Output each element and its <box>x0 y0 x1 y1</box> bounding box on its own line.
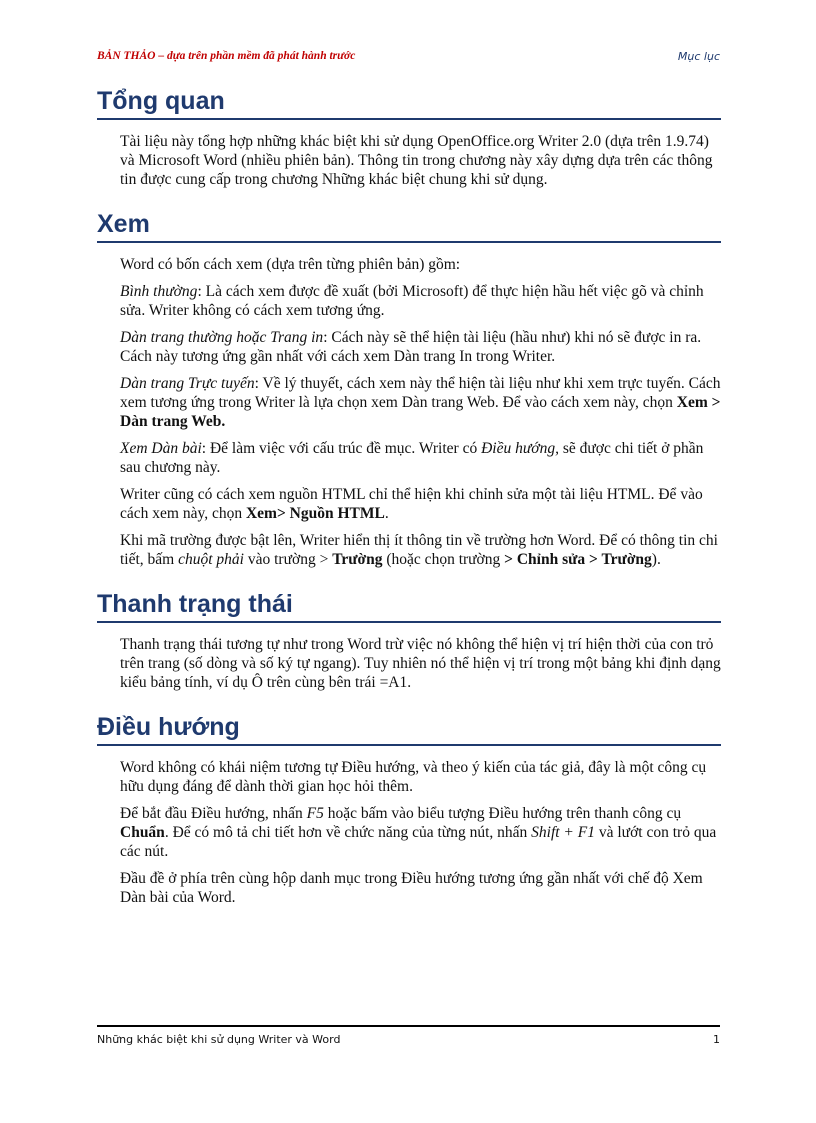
paragraph: Dàn trang Trực tuyến: Về lý thuyết, cách xem này thể hiện tài liệu như khi xem trực tuyến. Cách xem tương ứng trong Writer là lựa chọn xem Dàn trang Web. Để vào cách xem này, chọn Xem > Dàn trang Web. <box>120 375 721 430</box>
paragraph: Thanh trạng thái tương tự như trong Word trừ việc nó không thể hiện vị trí hiện thời của con trỏ trên trang (số dòng và số ký tự ngang). Tuy nhiên nó thể hiện vị trí trong một bảng khi định dạng kiểu bảng tính, ví dụ Ô trên cùng bên trái =A1. <box>120 636 721 691</box>
page-header <box>97 50 720 70</box>
page-footer <box>97 1025 720 1046</box>
paragraph: Word không có khái niệm tương tự Điều hướng, và theo ý kiến của tác giả, đây là một công cụ hữu dụng đáng để dành thời gian học hỏi thêm. <box>120 759 707 795</box>
section-body <box>97 623 721 692</box>
footer-document-title: Những khác biệt khi sử dụng Writer và Word <box>97 1033 341 1046</box>
paragraph: Word có bốn cách xem (dựa trên từng phiên bản) gồm: <box>120 256 461 273</box>
paragraph: Dàn trang thường hoặc Trang in: Cách này sẽ thể hiện tài liệu (hầu như) khi nó sẽ được in ra. Cách này tương ứng gần nhất với cách xem Dàn trang In trong Writer. <box>120 329 702 365</box>
paragraph: Xem Dàn bài: Để làm việc với cấu trúc đề mục. Writer có Điều hướng, sẽ được chi tiết ở phần sau chương này. <box>120 440 704 476</box>
paragraph: Tài liệu này tổng hợp những khác biệt khi sử dụng OpenOffice.org Writer 2.0 (dựa trên 1.9.74) và Microsoft Word (nhiều phiên bản). Thông tin trong chương này xây dựng dựa trên các thông tin được cung cấp trong chương Những khác biệt chung khi sử dụng. <box>120 133 713 188</box>
section-body <box>97 120 721 189</box>
paragraph: Writer cũng có cách xem nguồn HTML chỉ thể hiện khi chỉnh sửa một tài liệu HTML. Để vào cách xem này, chọn Xem> Nguồn HTML. <box>120 486 703 522</box>
document-body <box>97 86 721 927</box>
paragraph: Khi mã trường được bật lên, Writer hiển thị ít thông tin về trường hơn Word. Để có thông tin chi tiết, bấm chuột phải vào trường > Trường (hoặc chọn trường > Chỉnh sửa > Trường). <box>120 532 718 568</box>
header-toc-link: Mục lục <box>677 50 720 63</box>
paragraph: Đầu đề ở phía trên cùng hộp danh mục trong Điều hướng tương ứng gần nhất với chế độ Xem Dàn bài của Word. <box>120 870 703 906</box>
section <box>97 209 721 569</box>
paragraph: Bình thường: Là cách xem được đề xuất (bởi Microsoft) để thực hiện hầu hết việc gõ và chỉnh sửa. Writer không có cách xem tương ứng. <box>120 283 704 319</box>
section-heading: Thanh trạng thái <box>97 589 721 623</box>
section-heading: Điều hướng <box>97 712 721 746</box>
section-body <box>97 746 721 907</box>
section <box>97 589 721 692</box>
section-heading: Xem <box>97 209 721 243</box>
section-heading: Tổng quan <box>97 86 721 120</box>
footer-page-number: 1 <box>713 1033 720 1046</box>
paragraph: Để bắt đầu Điều hướng, nhấn F5 hoặc bấm vào biểu tượng Điều hướng trên thanh công cụ Chuẩn. Để có mô tả chi tiết hơn về chức năng của từng nút, nhấn Shift + F1 và lướt con trỏ qua các nút. <box>120 805 717 860</box>
section <box>97 86 721 189</box>
header-draft-note: BẢN THẢO – dựa trên phần mềm đã phát hành trước <box>97 50 356 62</box>
section-body <box>97 243 721 569</box>
section <box>97 712 721 907</box>
